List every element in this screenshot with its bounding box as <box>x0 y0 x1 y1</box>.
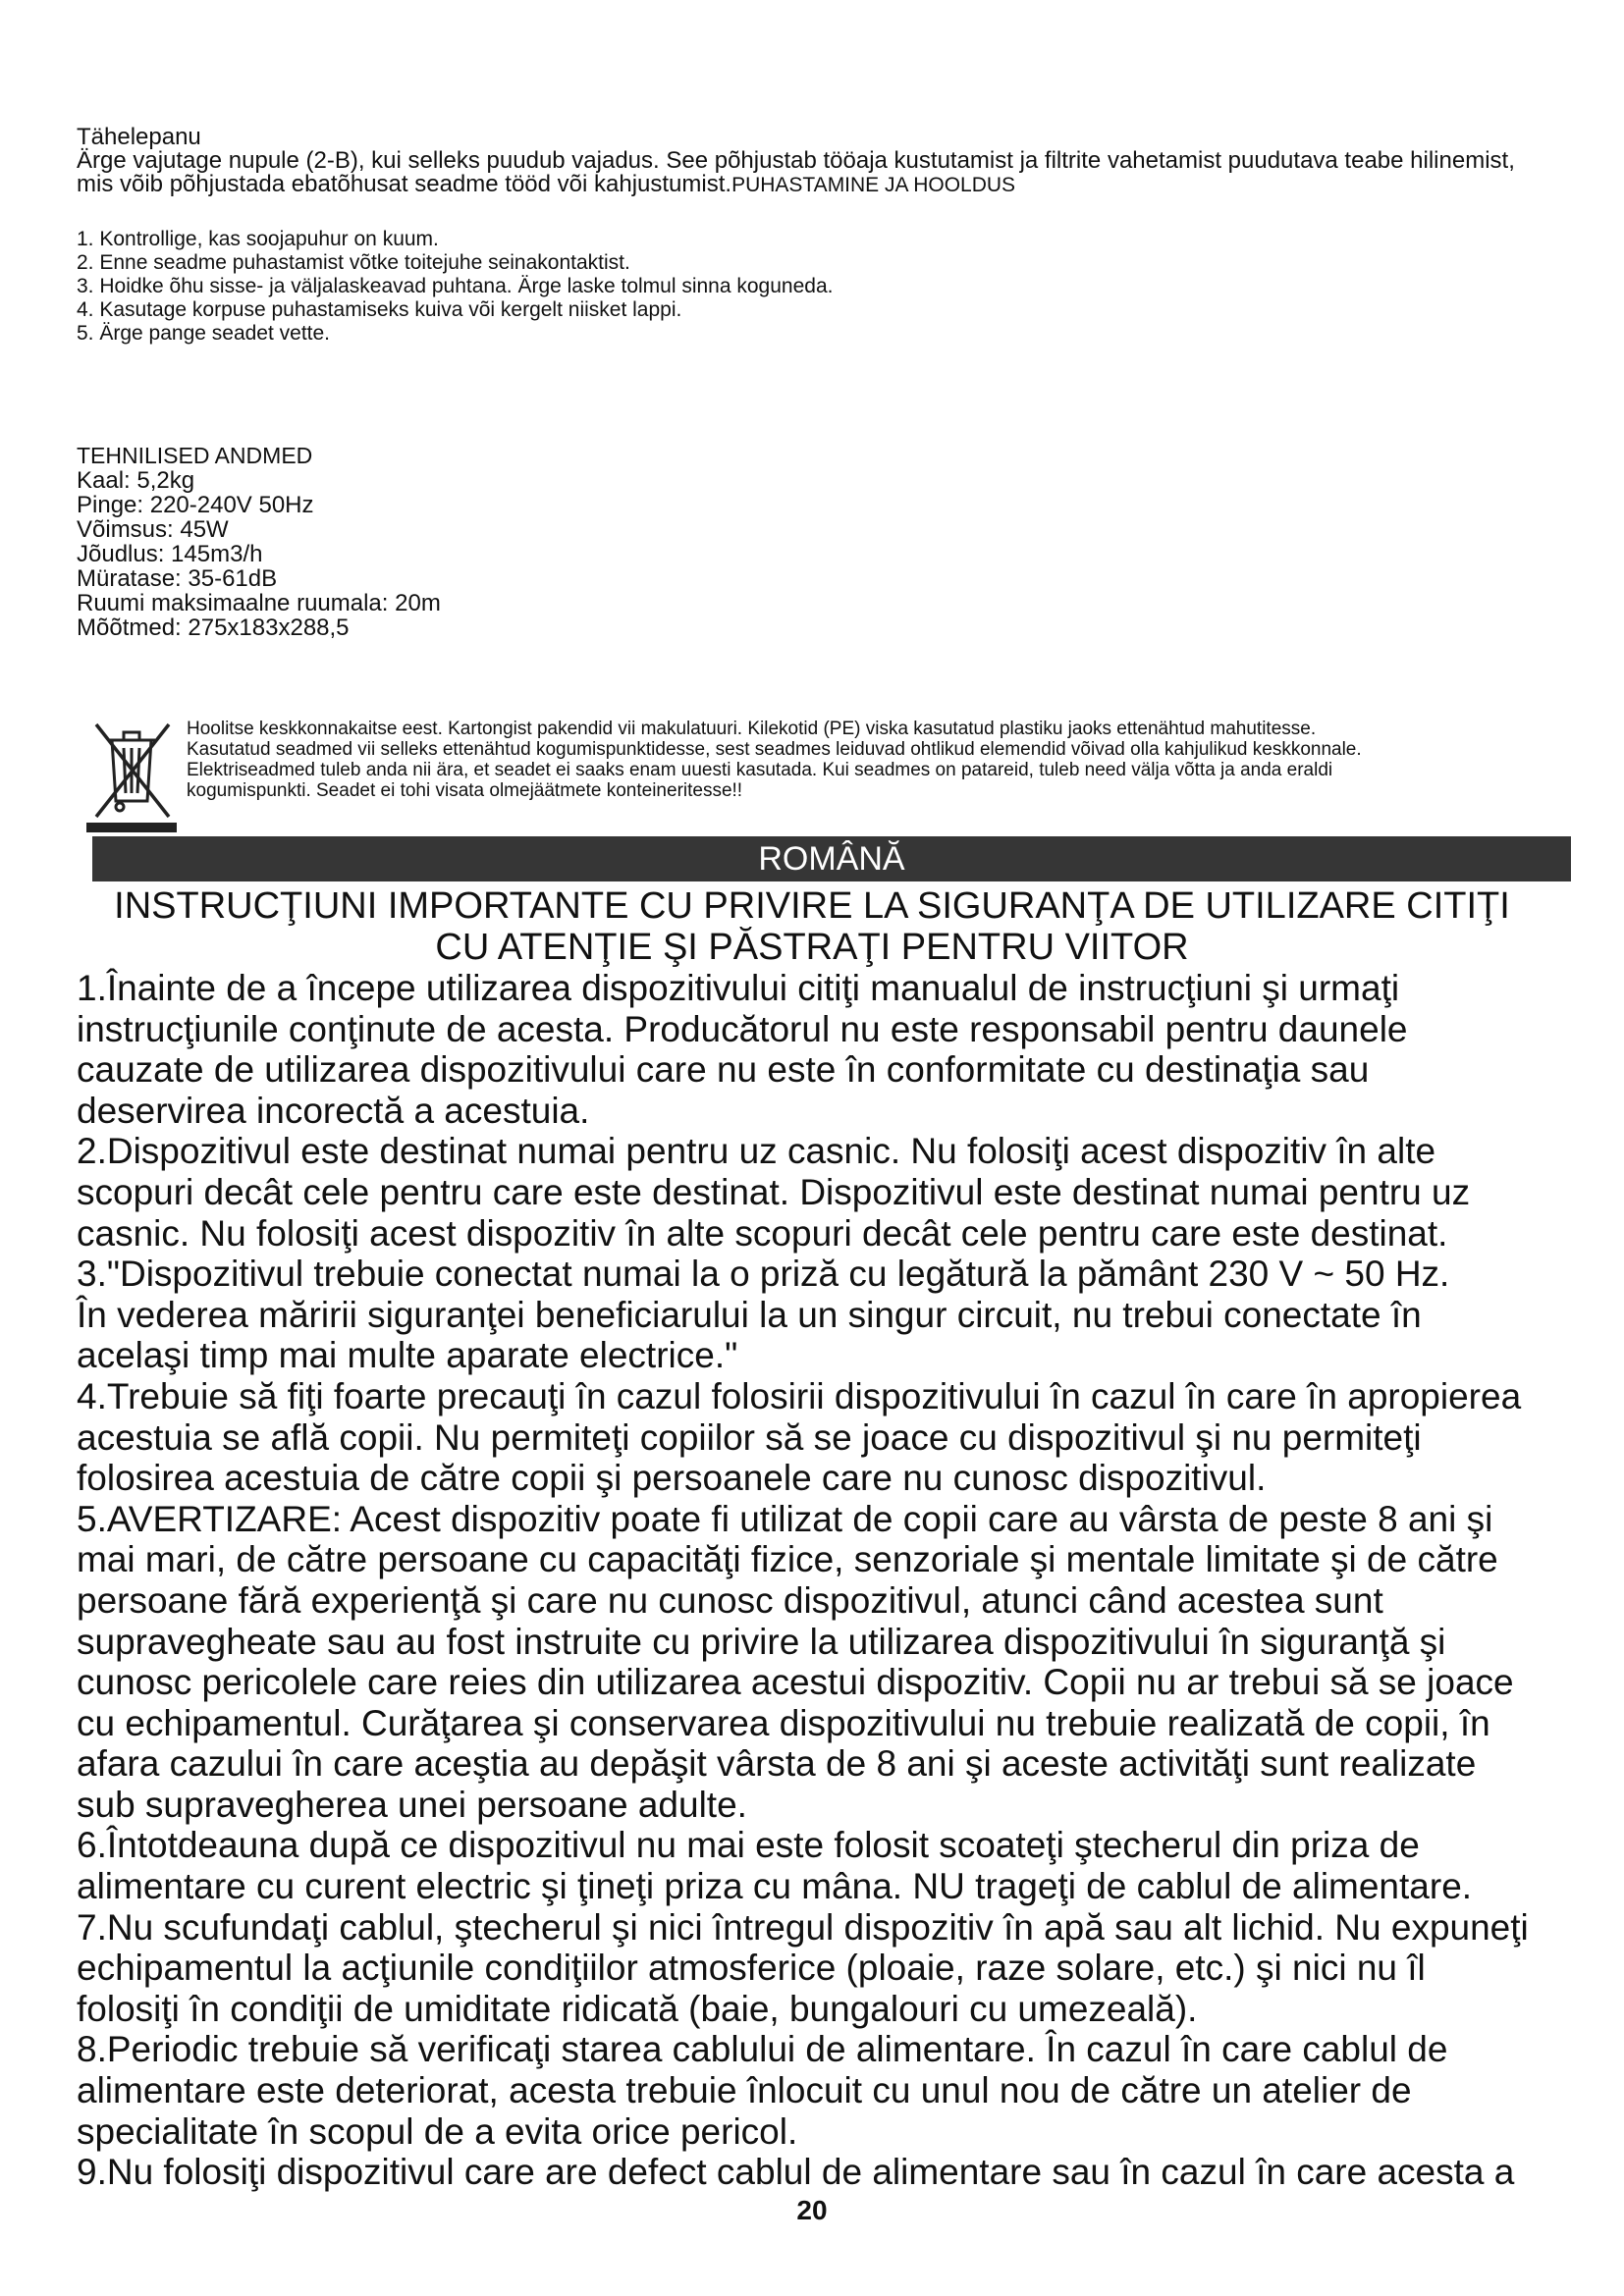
care-heading: PUHASTAMINE JA HOOLDUS <box>731 174 1016 196</box>
weee-text <box>187 719 1561 801</box>
instructions-body <box>77 968 1530 2193</box>
language-section-bar: ROMÂNĂ <box>92 836 1571 881</box>
note-body <box>77 149 1530 197</box>
instruction-item: 1.Înainte de a începe utilizarea dispozitivului citiţi manualul de instrucţiuni şi urmaţi instrucţiunile conţinute de acesta. Producătorul nu este responsabil pentru daunele cauzate de utilizarea dispozitivului care nu este în conformitate cu destinaţia sau deservirea incorectă a acestuia. <box>77 968 1408 1131</box>
list-item: 3. Hoidke õhu sisse- ja väljalaskeavad puhtana. Ärge laske tolmul sinna koguneda. <box>77 275 834 297</box>
instruction-item: 6.Întotdeauna după ce dispozitivul nu mai este folosit scoateţi ştecherul din priza de alimentare cu curent electric şi ţineţi priza cu mâna. NU trageţi de cablul de alimentare. <box>77 1825 1473 1907</box>
note-title: Tähelepanu <box>77 124 201 150</box>
weee-line: Hoolitse keskkonnakaitse eest. Kartongist pakendid vii makulatuuri. Kilekotid (PE) viska kasutatud plastiku jaoks ettenähtud mahutitesse. <box>187 719 1317 739</box>
spec-item: Mõõtmed: 275x183x288,5 <box>77 614 350 641</box>
list-item: 2. Enne seadme puhastamist võtke toitejuhe seinakontaktist. <box>77 251 630 274</box>
estonian-note <box>77 126 1530 197</box>
section-heading: INSTRUCŢIUNI IMPORTANTE CU PRIVIRE LA SIGURANŢA DE UTILIZARE CITIŢI CU ATENŢIE ŞI PĂSTRAŢI PENTRU VIITOR <box>114 885 1510 968</box>
weee-line: kogumispunkti. Seadet ei tohi visata olmejäätmete konteineritesse!! <box>187 780 743 801</box>
list-item: 1. Kontrollige, kas soojapuhur on kuum. <box>77 228 439 250</box>
weee-notice <box>86 719 1569 842</box>
note-body-text: Ärge vajutage nupule (2-B), kui selleks puudub vajadus. See põhjustab tööaja kustutamist ja filtrite vahetamist puudutava teabe hilinemist, mis võib põhjustada ebatõhusat seadme tööd või kahjustumist. <box>77 147 1515 197</box>
spec-item: Kaal: 5,2kg <box>77 467 195 494</box>
specs-title: TEHNILISED ANDMED <box>77 443 313 468</box>
spec-item: Pinge: 220-240V 50Hz <box>77 492 314 518</box>
page-number: 20 <box>796 2195 828 2225</box>
weee-line: Elektriseadmed tuleb anda nii ära, et seadet ei saaks enam uuesti kasutada. Kui seadmes on patareid, tuleb need välja võtta ja anda eraldi <box>187 760 1333 780</box>
list-item: 5. Ärge pange seadet vette. <box>77 322 331 345</box>
spec-item: Ruumi maksimaalne ruumala: 20m <box>77 590 441 616</box>
crossed-bin-icon <box>86 719 177 834</box>
instruction-item: 7.Nu scufundaţi cablul, ştecherul şi nici întregul dispozitiv în apă sau alt lichid. Nu expuneţi echipamentul la acţiunile condiţiilor atmosferice (ploaie, raze solare, etc.) şi nici nu îl folosiţi în condiţii de umiditate ridicată (baie, bungalouri cu umezeală). <box>77 1906 1529 2029</box>
instruction-item: 3."Dispozitivul trebuie conectat numai la o priză cu legătură la pământ 230 V ~ 50 Hz. <box>77 1254 1450 1295</box>
instruction-item: 8.Periodic trebuie să verificaţi starea cablului de alimentare. În cazul în care cablul de alimentare este deteriorat, acesta trebuie înlocuit cu unul nou de către un atelier de specialitate în scopul de a evita orice pericol. <box>77 2029 1448 2152</box>
instruction-item: În vederea măririi siguranţei beneficiarului la un singur circuit, nu trebui conectate în acelaşi timp mai multe aparate electrice." <box>77 1294 1422 1376</box>
spec-item: Jõudlus: 145m3/h <box>77 541 263 567</box>
instruction-item: 4.Trebuie să fiţi foarte precauţi în cazul folosirii dispozitivului în cazul în care în apropierea acestuia se află copii. Nu permiteţi copiilor să se joace cu dispozitivul şi nu permiteţi folosirea acestuia de către copii şi persoanele care nu cunosc dispozitivul. <box>77 1375 1522 1499</box>
instruction-item: 2.Dispozitivul este destinat numai pentru uz casnic. Nu folosiţi acest dispozitiv în alte scopuri decât cele pentru care este destinat. Dispozitivul este destinat numai pentru uz casnic. Nu folosiţi acest dispozitiv în alte scopuri decât cele pentru care este destinat. <box>77 1131 1471 1254</box>
weee-line: Kasutatud seadmed vii selleks ettenähtud kogumispunktidesse, sest seadmes leiduvad ohtlikud elemendid võivad olla kahjulikud keskkonnale. <box>187 739 1362 760</box>
instruction-item: 5.AVERTIZARE: Acest dispozitiv poate fi utilizat de copii care au vârsta de peste 8 ani şi mai mari, de către persoane cu capacităţi fizice, senzoriale şi mentale limitate şi de către persoane fără experienţă şi care nu cunosc dispozitivul, atunci când acestea sunt supravegheate sau au fost instruite cu privire la utilizarea dispozitivului în siguranţă şi cunosc pericolele care reies din utilizarea acestui dispozitiv. Copii nu ar trebui să se joace cu echipamentul. Curăţarea şi conservarea dispozitivului nu trebuie realizată de copii, în afara cazului în care aceştia au depăşit vârsta de 8 ani şi aceste activităţi sunt realizate sub supravegherea unei persoane adulte. <box>77 1498 1514 1825</box>
technical-specs <box>77 444 1530 640</box>
spec-item: Müratase: 35-61dB <box>77 565 278 592</box>
instruction-item: 9.Nu folosiţi dispozitivul care are defect cablul de alimentare sau în cazul în care acesta a <box>77 2152 1515 2193</box>
spec-item: Võimsus: 45W <box>77 516 229 543</box>
care-list <box>77 228 1530 346</box>
list-item: 4. Kasutage korpuse puhastamiseks kuiva või kergelt niisket lappi. <box>77 298 682 321</box>
